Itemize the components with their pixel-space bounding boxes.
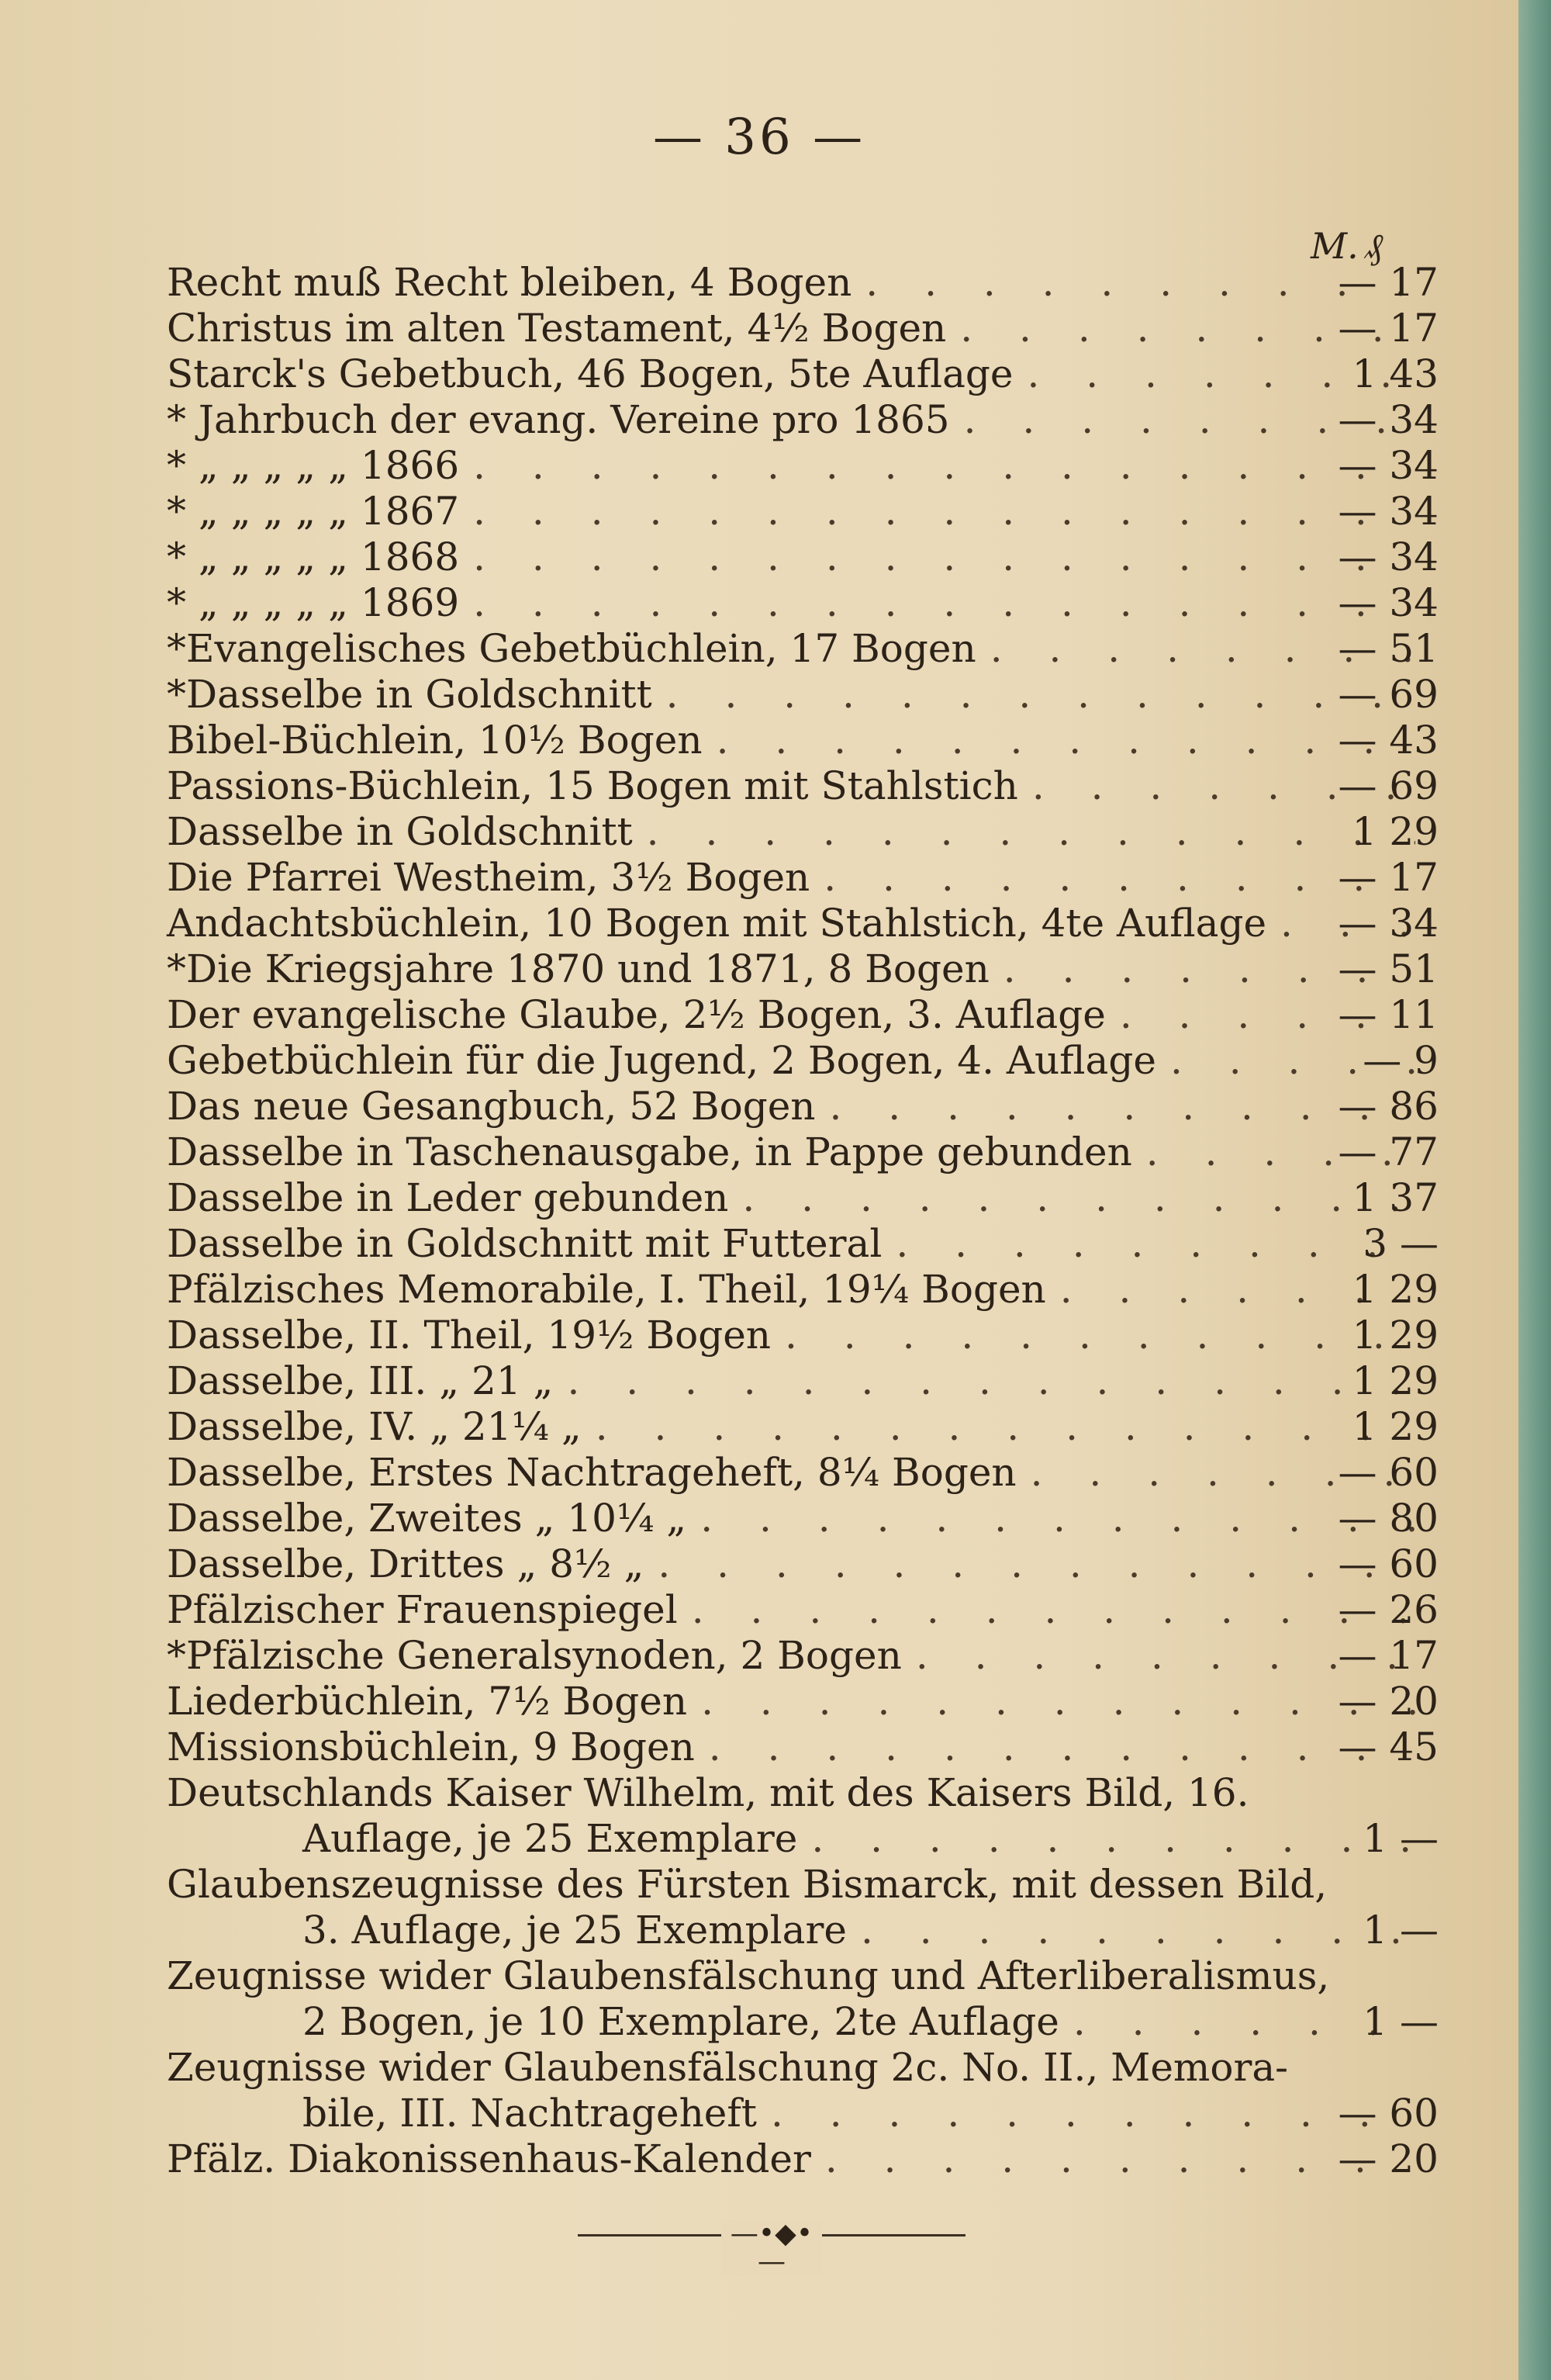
entry-price: — 51	[1338, 626, 1439, 671]
entry-line	[167, 306, 1415, 351]
list-item	[167, 763, 1439, 809]
entry-price: — 77	[1338, 1129, 1439, 1174]
entry-continuation-line	[167, 1816, 1415, 1862]
entry-price: — 20	[1338, 1679, 1439, 1724]
entry-price: 1 29	[1352, 1358, 1439, 1403]
entry-line	[167, 992, 1415, 1038]
entry-title: 2 Bogen, je 10 Exemplare, 2te Auflage	[302, 1999, 1059, 2044]
list-item	[167, 718, 1439, 763]
entry-line	[167, 1541, 1415, 1587]
price-list	[167, 260, 1439, 2182]
list-item	[167, 1313, 1439, 1358]
entry-price: — 11	[1338, 992, 1439, 1037]
entry-title: Recht muß Recht bleiben, 4 Bogen	[167, 260, 852, 305]
entry-line	[167, 1084, 1415, 1129]
list-item	[167, 397, 1439, 443]
entry-title: *Die Kriegsjahre 1870 und 1871, 8 Bogen	[167, 946, 990, 991]
entry-title: Glaubenszeugnisse des Fürsten Bismarck, mit dessen Bild,	[167, 1862, 1328, 1907]
entry-line	[167, 1496, 1415, 1541]
entry-line	[167, 260, 1415, 306]
entry-line	[167, 946, 1415, 992]
closing-ornament: —•◆•—	[721, 2220, 822, 2276]
list-item	[167, 1496, 1439, 1541]
entry-title: Der evangelische Glaube, 2½ Bogen, 3. Auflage	[167, 992, 1106, 1037]
entry-price: — 34	[1338, 901, 1439, 946]
page-number: — 36 —	[652, 109, 866, 166]
entry-price: 1 29	[1352, 809, 1439, 854]
list-item	[167, 809, 1439, 855]
list-item	[167, 1267, 1439, 1313]
entry-line	[167, 351, 1415, 397]
entry-title: Dasselbe, Drittes „ 8½ „	[167, 1541, 644, 1586]
entry-price: — 17	[1338, 306, 1439, 351]
list-item	[167, 1358, 1439, 1404]
entry-title: * „ „ „ „ „ 1868	[167, 534, 460, 579]
entry-price: — 86	[1338, 1084, 1439, 1129]
list-item	[167, 306, 1439, 351]
list-item	[167, 1175, 1439, 1221]
entry-title: Dasselbe in Taschenausgabe, in Pappe gebunden	[167, 1129, 1132, 1174]
list-item	[167, 1221, 1439, 1267]
entry-line	[167, 1267, 1415, 1313]
entry-line	[167, 809, 1415, 855]
entry-line	[167, 1313, 1415, 1358]
list-item	[167, 2136, 1439, 2182]
entry-title: Das neue Gesangbuch, 52 Bogen	[167, 1084, 816, 1129]
entry-line	[167, 718, 1415, 763]
entry-title: Liederbüchlein, 7½ Bogen	[167, 1679, 688, 1724]
entry-price: — 17	[1338, 260, 1439, 305]
entry-price: — 26	[1338, 1587, 1439, 1632]
entry-line	[167, 1129, 1415, 1175]
entry-price: 1 —	[1363, 1999, 1439, 2044]
entry-price: — 51	[1338, 946, 1439, 991]
entry-line	[167, 1221, 1415, 1267]
entry-price: — 9	[1363, 1038, 1439, 1083]
list-item	[167, 1450, 1439, 1496]
entry-line	[167, 1953, 1415, 1999]
entry-line	[167, 1633, 1415, 1679]
entry-price: — 34	[1338, 489, 1439, 534]
entry-title: Christus im alten Testament, 4½ Bogen	[167, 306, 947, 351]
entry-title: *Evangelisches Gebetbüchlein, 17 Bogen	[167, 626, 976, 671]
list-item	[167, 1129, 1439, 1175]
entry-price: — 34	[1338, 397, 1439, 442]
entry-price: — 43	[1338, 718, 1439, 763]
entry-price: 1 43	[1352, 351, 1439, 396]
entry-price: — 45	[1338, 1724, 1439, 1769]
entry-price: — 34	[1338, 443, 1439, 488]
entry-price: 3 —	[1363, 1221, 1439, 1266]
entry-title: Dasselbe, Erstes Nachtrageheft, 8¼ Bogen	[167, 1450, 1017, 1495]
entry-price: 1 —	[1363, 1908, 1439, 1953]
entry-continuation-line	[167, 1908, 1415, 1953]
entry-price: — 20	[1338, 2136, 1439, 2181]
list-item	[167, 580, 1439, 626]
entry-line	[167, 1724, 1415, 1770]
entry-title: Deutschlands Kaiser Wilhelm, mit des Kaisers Bild, 16.	[167, 1770, 1249, 1815]
list-item	[167, 1770, 1439, 1862]
entry-line	[167, 901, 1415, 946]
entry-price: — 80	[1338, 1496, 1439, 1541]
list-item	[167, 1587, 1439, 1633]
entry-price: — 60	[1338, 1450, 1439, 1495]
list-item	[167, 1953, 1439, 2045]
list-item	[167, 672, 1439, 718]
entry-title: Dasselbe, Zweites „ 10¼ „	[167, 1496, 687, 1541]
book-edge	[1518, 0, 1551, 2380]
entry-continuation-line	[167, 1999, 1415, 2045]
list-item	[167, 260, 1439, 306]
entry-title: *Dasselbe in Goldschnitt	[167, 672, 652, 717]
entry-price: — 34	[1338, 534, 1439, 579]
list-item	[167, 351, 1439, 397]
entry-price: — 17	[1338, 1633, 1439, 1678]
entry-title: Dasselbe in Leder gebunden	[167, 1175, 729, 1220]
entry-line	[167, 2045, 1415, 2091]
entry-title: Dasselbe, II. Theil, 19½ Bogen	[167, 1313, 772, 1358]
entry-title: Dasselbe, IV. „ 21¼ „	[167, 1404, 582, 1449]
list-item	[167, 992, 1439, 1038]
entry-title: Gebetbüchlein für die Jugend, 2 Bogen, 4. Auflage	[167, 1038, 1156, 1083]
entry-price: 1 29	[1352, 1404, 1439, 1449]
entry-line	[167, 763, 1415, 809]
entry-price: — 17	[1338, 855, 1439, 900]
entry-price: — 34	[1338, 580, 1439, 625]
entry-price: — 69	[1338, 672, 1439, 717]
entry-title: Passions-Büchlein, 15 Bogen mit Stahlstich	[167, 763, 1018, 808]
list-item	[167, 1862, 1439, 1953]
entry-title: bile, III. Nachtrageheft	[302, 2091, 757, 2136]
entry-price: 1 37	[1352, 1175, 1439, 1220]
entry-price: 1 29	[1352, 1267, 1439, 1312]
entry-line	[167, 2136, 1415, 2182]
entry-title: Pfälzisches Memorabile, I. Theil, 19¼ Bogen	[167, 1267, 1046, 1312]
entry-price: — 60	[1338, 2091, 1439, 2136]
entry-title: Starck's Gebetbuch, 46 Bogen, 5te Auflage	[167, 351, 1014, 396]
entry-price: 1 —	[1363, 1816, 1439, 1861]
entry-title: * Jahrbuch der evang. Vereine pro 1865	[167, 397, 950, 442]
entry-line	[167, 626, 1415, 672]
list-item	[167, 1084, 1439, 1129]
entry-title: *Pfälzische Generalsynoden, 2 Bogen	[167, 1633, 902, 1678]
entry-title: Zeugnisse wider Glaubensfälschung und Afterliberalismus,	[167, 1953, 1330, 1998]
entry-price: — 69	[1338, 763, 1439, 808]
entry-line	[167, 1404, 1415, 1450]
entry-title: * „ „ „ „ „ 1869	[167, 580, 460, 625]
entry-line	[167, 489, 1415, 534]
entry-title: Dasselbe in Goldschnitt mit Futteral	[167, 1221, 883, 1266]
list-item	[167, 489, 1439, 534]
entry-title: Dasselbe, III. „ 21 „	[167, 1358, 554, 1403]
entry-line	[167, 1770, 1415, 1816]
list-item	[167, 443, 1439, 489]
list-item	[167, 1679, 1439, 1724]
entry-title: Zeugnisse wider Glaubensfälschung 2c. No. II., Memora-	[167, 2045, 1289, 2090]
entry-title: Dasselbe in Goldschnitt	[167, 809, 633, 854]
entry-price: 1 29	[1352, 1313, 1439, 1358]
entry-title: Andachtsbüchlein, 10 Bogen mit Stahlstich, 4te Auflage	[167, 901, 1267, 946]
mark-unit: M.	[1311, 225, 1359, 267]
list-item	[167, 1633, 1439, 1679]
list-item	[167, 1404, 1439, 1450]
list-item	[167, 901, 1439, 946]
entry-title: Missionsbüchlein, 9 Bogen	[167, 1724, 695, 1769]
entry-line	[167, 1587, 1415, 1633]
list-item	[167, 946, 1439, 992]
entry-line	[167, 672, 1415, 718]
pfennig-unit: ₰	[1365, 225, 1383, 267]
entry-line	[167, 1038, 1415, 1084]
list-item	[167, 626, 1439, 672]
entry-title: Die Pfarrei Westheim, 3½ Bogen	[167, 855, 810, 900]
entry-line	[167, 1358, 1415, 1404]
list-item	[167, 1724, 1439, 1770]
entry-title: * „ „ „ „ „ 1866	[167, 443, 460, 488]
entry-line	[167, 443, 1415, 489]
entry-title: 3. Auflage, je 25 Exemplare	[302, 1908, 847, 1953]
entry-line	[167, 1862, 1415, 1908]
entry-line	[167, 397, 1415, 443]
entry-continuation-line	[167, 2091, 1415, 2136]
list-item	[167, 855, 1439, 901]
list-item	[167, 1038, 1439, 1084]
entry-title: Auflage, je 25 Exemplare	[302, 1816, 798, 1861]
entry-title: Pfälz. Diakonissenhaus-Kalender	[167, 2136, 811, 2181]
entry-price: — 60	[1338, 1541, 1439, 1586]
entry-title: Bibel-Büchlein, 10½ Bogen	[167, 718, 703, 763]
entry-line	[167, 1175, 1415, 1221]
list-item	[167, 2045, 1439, 2136]
entry-title: Pfälzischer Frauenspiegel	[167, 1587, 678, 1632]
entry-line	[167, 580, 1415, 626]
list-item	[167, 534, 1439, 580]
entry-line	[167, 534, 1415, 580]
entry-line	[167, 1450, 1415, 1496]
entry-line	[167, 855, 1415, 901]
entry-line	[167, 1679, 1415, 1724]
list-item	[167, 1541, 1439, 1587]
entry-title: * „ „ „ „ „ 1867	[167, 489, 460, 534]
